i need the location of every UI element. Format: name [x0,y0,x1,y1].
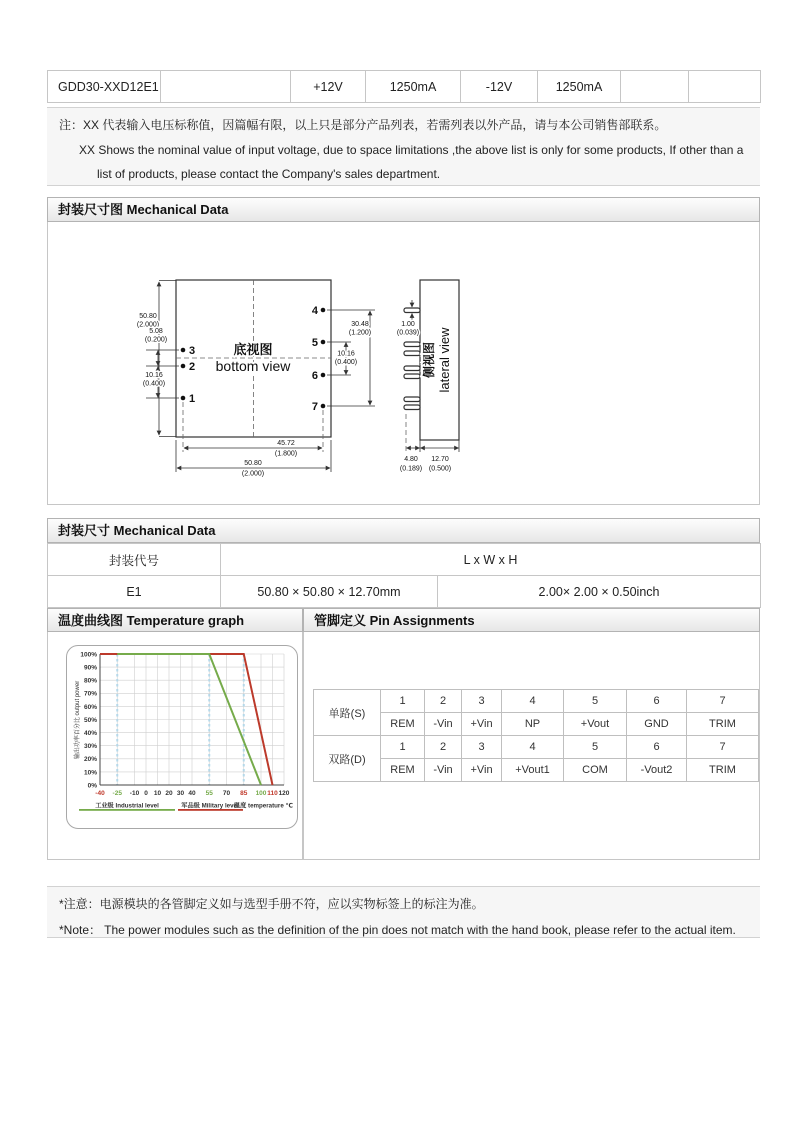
pin-name-cell: -Vin [425,759,462,782]
dimension-lines [146,281,375,473]
pin-number-cell: 7 [687,736,759,759]
section-header-pin-assignments: 管脚定义 Pin Assignments [303,608,760,632]
pin-number-cell: 2 [425,690,462,713]
x-tick-label: 30 [176,790,185,797]
svg-text:4.80: 4.80 [404,456,418,463]
pin-name-cell: NP [502,713,564,736]
view-titles [216,327,452,393]
svg-text:2: 2 [189,361,196,373]
x-tick-label: 20 [165,790,173,797]
top-note-line-en2: list of products, please contact the Company's sales department. [97,167,441,181]
y-tick-label: 70% [83,690,97,698]
pin-name-cell: REM [381,713,425,736]
top-note-line-cn: 注：XX 代表输入电压标称值，因篇幅有限，以上只是部分产品列表，若需列表以外产品，请与本公司销售部联系。 [59,118,667,132]
svg-text:4: 4 [311,305,318,317]
pin-name-cell: GND [627,713,687,736]
product-spec-cell: -12V [461,71,538,103]
lateral-pin [404,405,420,410]
mechanical-size-table [47,543,761,608]
pin-number-cell: 1 [381,690,425,713]
lateral-pin [404,342,420,347]
y-tick-label: 100% [80,651,97,659]
section-header-temperature-graph: 温度曲线图 Temperature graph [47,608,303,632]
pin-numbers-row [314,690,759,713]
pin-number-cell: 7 [687,690,759,713]
pin-name-cell: -Vin [425,713,462,736]
pin-name-cell: +Vout [564,713,627,736]
size-inch-value: 2.00× 2.00 × 0.50inch [438,576,761,608]
product-spec-cell [161,71,291,103]
lateral-pin [404,397,420,402]
bottom-note-line-en: *Note： The power modules such as the definition of the pin does not match with the hand book, please refer to the actual item. [59,923,736,937]
pin-numbers-row [314,736,759,759]
product-spec-cell [689,71,761,103]
pin-number-cell: 6 [627,736,687,759]
pin-name-cell: REM [381,759,425,782]
x-tick-label: -25 [112,790,122,797]
x-tick-label: 110 [267,790,278,797]
svg-text:50.80: 50.80 [139,313,157,320]
pin-name-cell: TRIM [687,713,759,736]
svg-text:7: 7 [311,401,318,413]
y-tick-label: 50% [83,716,97,724]
svg-text:(0.500): (0.500) [428,465,452,473]
svg-text:(0.400): (0.400) [142,380,166,388]
mech-size-header-row [48,544,761,576]
pin-names-row [314,759,759,782]
lwh-header: L x W x H [221,544,761,576]
lateral-pin [404,366,420,371]
x-tick-label: 85 [240,790,248,797]
svg-text:(0.189): (0.189) [399,465,423,473]
y-tick-label: 80% [83,677,97,685]
svg-text:12.70: 12.70 [431,456,449,463]
y-tick-label: 60% [83,703,97,711]
product-row [48,71,761,103]
svg-text:5.08: 5.08 [149,328,163,335]
dimension-labels [137,313,451,478]
package-code-header: 封装代号 [48,544,221,576]
svg-text:45.72: 45.72 [277,440,295,447]
y-tick-label: 90% [83,664,97,672]
svg-text:5: 5 [311,337,318,349]
svg-text:1.00: 1.00 [401,321,415,328]
legend-label-0: 工业级 Industrial level [95,802,159,810]
pin-number-cell: 6 [627,690,687,713]
product-selection-table [47,70,761,103]
svg-text:(1.200): (1.200) [348,329,372,337]
x-tick-label: 40 [188,790,196,797]
pin-number-cell: 3 [462,736,502,759]
svg-text:侧视图: 侧视图 [422,341,436,379]
bottom-note-block [47,886,760,938]
pin-name-cell: COM [564,759,627,782]
svg-text:底视图: 底视图 [233,342,273,357]
svg-text:lateral view: lateral view [437,327,452,393]
x-tick-label: -10 [129,790,140,797]
svg-text:6: 6 [311,370,318,382]
svg-text:1: 1 [189,393,196,405]
lateral-pin [404,351,420,356]
pin-number-cell: 1 [381,736,425,759]
pin-name-cell: +Vout1 [502,759,564,782]
svg-text:50.80: 50.80 [244,460,262,467]
pin-group-label: 单路(S) [314,690,381,736]
svg-text:(0.400): (0.400) [334,359,358,366]
svg-text:3: 3 [189,345,196,357]
bottom-note-line-cn: *注意：电源模块的各管脚定义如与选型手册不符，应以实物标签上的标注为准。 [59,897,484,911]
pin-number-cell: 2 [425,736,462,759]
pin-names-row [314,713,759,736]
pin-name-cell: +Vin [462,759,502,782]
y-tick-label: 0% [87,782,97,790]
pin-assignments-panel [303,632,760,860]
size-mm-value: 50.80 × 50.80 × 12.70mm [221,576,438,608]
y-tick-label: 20% [83,756,97,764]
centerlines [176,280,406,452]
lateral-pin [404,308,420,313]
pin-name-cell: TRIM [687,759,759,782]
product-spec-cell [621,71,689,103]
product-spec-cell: +12V [291,71,366,103]
x-tick-label: 55 [205,790,213,797]
pin-number-cell: 4 [502,736,564,759]
pin-number-cell: 3 [462,690,502,713]
svg-text:bottom view: bottom view [215,358,291,374]
svg-text:30.48: 30.48 [351,321,369,328]
lateral-pin [404,374,420,379]
svg-text:(2.000): (2.000) [241,470,265,478]
top-note-line-en1: XX Shows the nominal value of input voltage, due to space limitations ,the above list is only for some products, If other than a [79,143,744,157]
mechanical-drawing-box [47,222,760,505]
y-tick-label: 10% [83,769,97,777]
temperature-graph-card [66,645,298,829]
pin-name-cell: +Vin [462,713,502,736]
x-tick-label: 10 [153,790,162,797]
x-tick-label: 0 [144,790,148,797]
svg-text:10.16: 10.16 [145,372,163,379]
svg-text:(0.200): (0.200) [144,336,168,344]
temperature-graph-panel [47,632,303,860]
x-axis-label: 温度 temperature ℃ [233,802,293,810]
y-tick-label: 30% [83,743,97,751]
x-tick-label: 120 [278,790,290,797]
svg-text:(1.800): (1.800) [274,450,298,458]
top-note-block [47,107,760,186]
pin-name-cell: -Vout2 [627,759,687,782]
x-tick-label: 100 [255,790,267,797]
y-axis-label: 输出功率百分比 output power [75,680,81,760]
section-header-mechanical-drawing: 封装尺寸图 Mechanical Data [47,197,760,222]
pin-assignments-table [313,689,759,782]
pin-number-cell: 5 [564,690,627,713]
svg-text:(0.039): (0.039) [396,329,420,337]
svg-text:(2.000): (2.000) [136,321,160,329]
x-tick-label: -40 [95,790,105,797]
product-spec-cell: 1250mA [366,71,461,103]
pin-number-cell: 4 [502,690,564,713]
package-code-value: E1 [48,576,221,608]
y-tick-label: 40% [83,730,97,737]
x-tick-label: 70 [222,790,231,797]
pin-number-cell: 5 [564,736,627,759]
pin-group-label: 双路(D) [314,736,381,782]
product-spec-cell: 1250mA [538,71,621,103]
mechanical-drawing [48,222,759,503]
svg-text:10.16: 10.16 [337,350,355,358]
legend-label-1: 军品级 Military level [181,802,239,810]
section-header-mechanical-size: 封装尺寸 Mechanical Data [47,518,760,543]
temperature-graph-chart [67,646,295,826]
product-model-cell: GDD30-XXD12E1 [48,71,161,103]
mech-size-value-row [48,576,761,608]
